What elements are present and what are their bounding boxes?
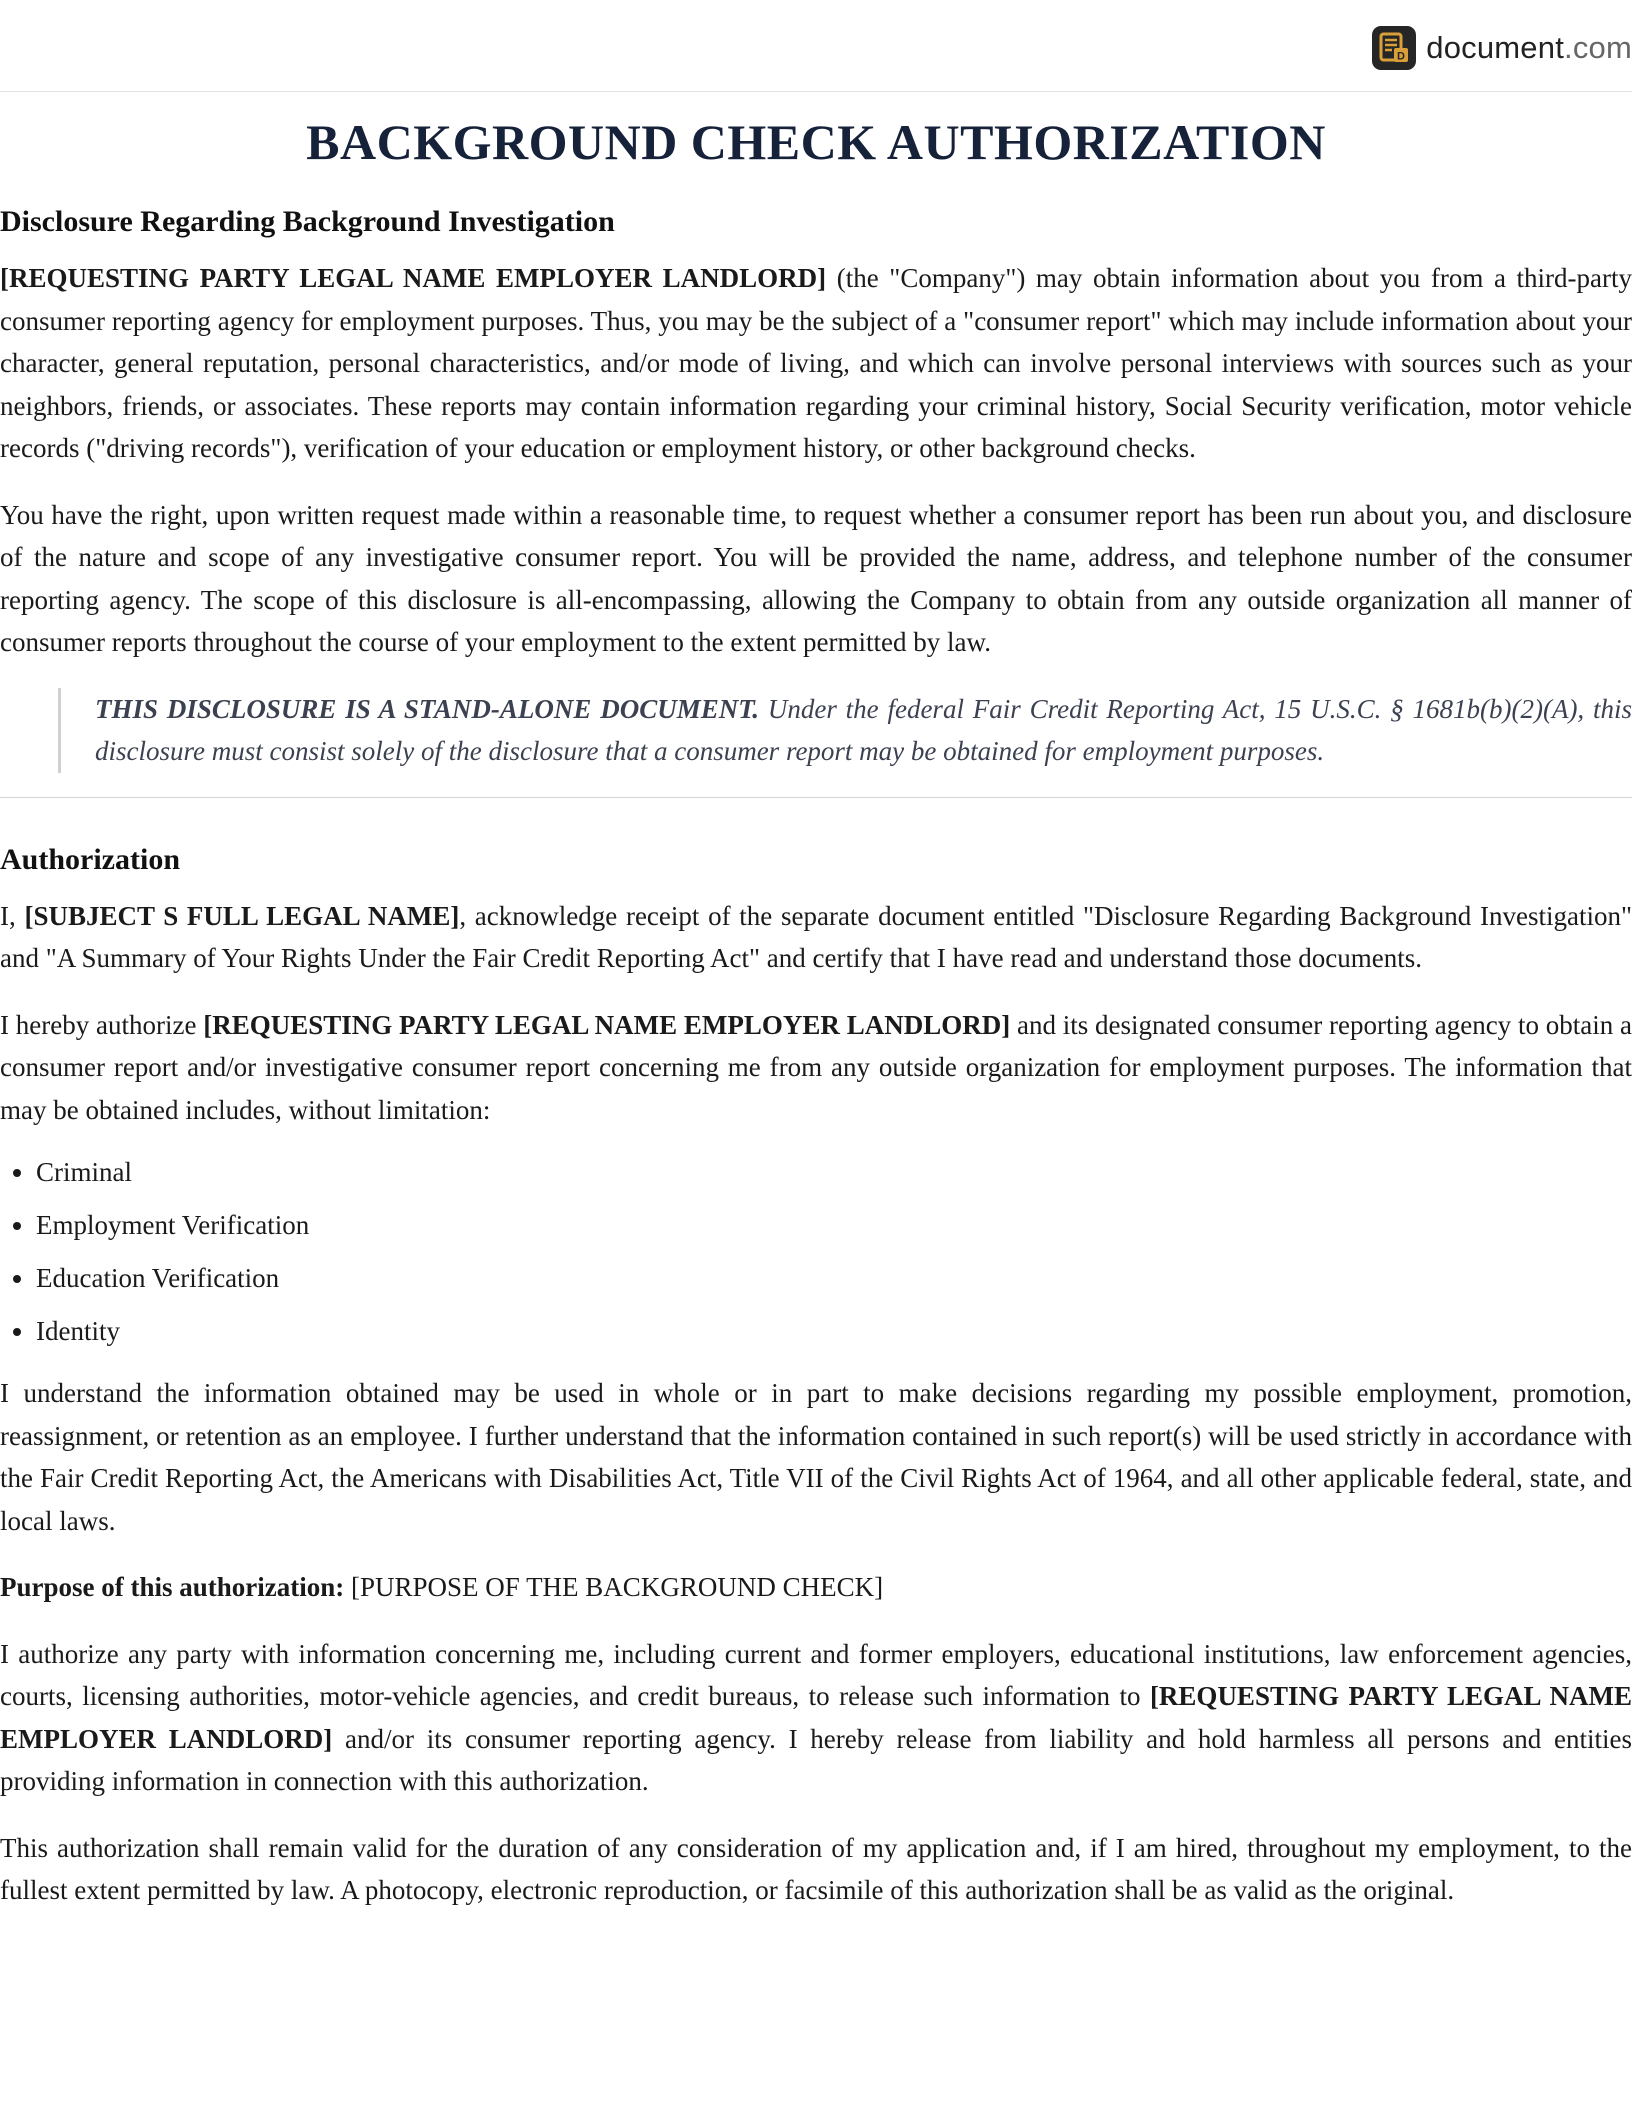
authorization-paragraph-2-rest: and its designated consumer reporting agency to obtain a consumer report and/or investigative consumer report concerning me from any outside organization for employment purposes. The information that may be obtained includes, without limitation: [0, 1009, 1632, 1125]
authorization-heading: Authorization [0, 842, 180, 876]
brand-name [1426, 30, 1632, 66]
disclosure-paragraph-2: You have the right, upon written request made within a reasonable time, to request whether a consumer report has been run about you, and disclosure of the nature and scope of any investigative consumer report. You will be provided the name, address, and telephone number of the consumer reporting agency. The scope of this disclosure is all-encompassing, allowing the Company to obtain from any outside organization all manner of consumer reports throughout the course of your employment to the extent permitted by law. [0, 499, 1632, 657]
purpose-label: Purpose of this authorization: [0, 1572, 345, 1602]
disclosure-heading: Disclosure Regarding Background Investigation [0, 205, 615, 238]
requesting-party-placeholder: [REQUESTING PARTY LEGAL NAME EMPLOYER LANDLORD] [0, 263, 827, 293]
disclosure-paragraph-1-text: (the "Company") may obtain information about you from a third-party consumer reporting agency for employment purposes. Thus, you may be the subject of a "consumer report" which may include information about your character, general reputation, personal characteristics, and/or mode of living, and which can involve personal interviews with sources such as your neighbors, friends, or associates. These reports may contain information regarding your criminal history, Social Security verification, motor vehicle records ("driving records"), verification of your education or employment history, or other background checks. [0, 263, 1632, 463]
purpose-line [0, 1566, 1632, 1609]
list-item: • Identity [36, 1314, 1632, 1348]
header-bar [0, 0, 1632, 92]
section-divider [0, 797, 1632, 798]
document-logo-icon [1372, 26, 1416, 70]
authorization-paragraph-1-start: I, [0, 900, 25, 931]
requesting-party-placeholder: [REQUESTING PARTY LEGAL NAME EMPLOYER LANDLORD] [203, 1009, 1011, 1040]
disclosure-paragraph-1 [0, 257, 1632, 470]
brand-link[interactable] [1372, 26, 1632, 70]
brand-name-tld: .com [1564, 30, 1632, 65]
document-content [0, 92, 1632, 1912]
page-title: BACKGROUND CHECK AUTHORIZATION [306, 114, 1326, 170]
standalone-notice-callout [58, 688, 1632, 773]
list-item: • Employment Verification [36, 1208, 1632, 1242]
purpose-placeholder: [PURPOSE OF THE BACKGROUND CHECK] [344, 1572, 884, 1602]
authorization-paragraph-1-rest: , acknowledge receipt of the separate document entitled "Disclosure Regarding Background Investigation" and "A Summary of Your Rights Under the Fair Credit Reporting Act" and certify that I have read and understand those documents. [0, 900, 1632, 973]
list-item: • Education Verification [36, 1261, 1632, 1295]
requesting-party-placeholder: [REQUESTING PARTY LEGAL NAME EMPLOYER LANDLORD] [0, 1681, 1632, 1754]
standalone-notice-rest: Under the federal Fair Credit Reporting Act, 15 U.S.C. § 1681b(b)(2)(A), this disclosure must consist solely of the disclosure that a consumer report may be obtained for employment purposes. [95, 693, 1632, 766]
authorization-paragraph-3: I understand the information obtained may be used in whole or in part to make decisions regarding my possible employment, promotion, reassignment, or retention as an employee. I further understand that the information contained in such report(s) will be used strictly in accordance with the Fair Credit Reporting Act, the Americans with Disabilities Act, Title VII of the Civil Rights Act of 1964, and all other applicable federal, state, and local laws. [0, 1378, 1632, 1536]
standalone-notice-text [95, 688, 1632, 773]
authorization-paragraph-2 [0, 1004, 1632, 1132]
svg-text:D: D [1397, 50, 1406, 63]
authorization-paragraph-1 [0, 895, 1632, 980]
subject-name-placeholder: [SUBJECT S FULL LEGAL NAME] [24, 900, 460, 931]
standalone-notice-strong: THIS DISCLOSURE IS A STAND-ALONE DOCUMENT. [95, 693, 760, 724]
authorization-paragraph-5: This authorization shall remain valid for the duration of any consideration of my application and, if I am hired, throughout my employment, to the fullest extent permitted by law. A photocopy, electronic reproduction, or facsimile of this authorization shall be as valid as the original. [0, 1832, 1632, 1905]
authorization-paragraph-4-rest: and/or its consumer reporting agency. I hereby release from liability and hold harmless all persons and entities providing information in connection with this authorization. [0, 1723, 1632, 1796]
information-types-list [0, 1155, 1632, 1348]
authorization-paragraph-2-start: I hereby authorize [0, 1009, 204, 1040]
authorization-paragraph-4-start: I authorize any party with information concerning me, including current and former employers, educational institutions, law enforcement agencies, courts, licensing authorities, motor-vehicle agencies, and credit bureaus, to release such information to [0, 1638, 1632, 1711]
brand-name-main: document [1426, 30, 1565, 65]
list-item: • Criminal [36, 1155, 1632, 1189]
authorization-paragraph-4 [0, 1633, 1632, 1803]
